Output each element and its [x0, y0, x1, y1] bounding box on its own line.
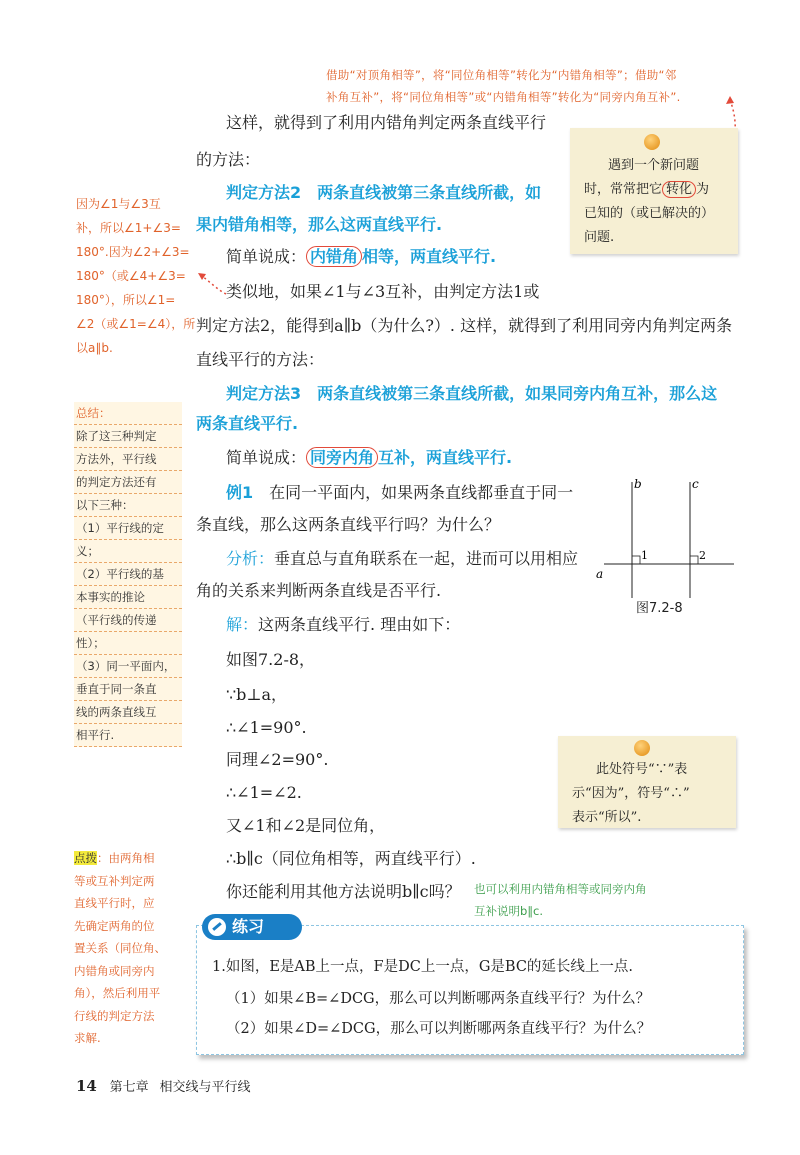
margin1-line: 180°），所以∠1=	[76, 293, 176, 307]
summary-line: （1）平行线的定	[74, 517, 182, 540]
margin1-line: 180°（或∠4+∠3=	[76, 269, 186, 283]
exercise-q1-a: （1）如果∠B=∠DCG，那么可以判断哪两条直线平行？为什么？	[226, 991, 651, 1007]
summary-line: （3）同一平面内，	[74, 655, 182, 678]
example-line-1	[226, 483, 573, 503]
sticky1-circled-word: 转化	[662, 181, 696, 198]
exercise-q1-b: （2）如果∠D=∠DCG，那么可以判断哪两条直线平行？为什么？	[226, 1021, 652, 1037]
analysis-line-1	[226, 549, 578, 569]
label-angle-2: 2	[699, 549, 706, 562]
green-note-line-1: 也可以利用内错角相等或同旁内角	[474, 882, 647, 896]
right-angle-mark-1	[632, 556, 640, 564]
para1-line-3: 直线平行的方法：	[196, 350, 325, 369]
summary-line: 垂直于同一条直	[74, 678, 182, 701]
margin1-line: ∠2（或∠1=∠4），所	[76, 317, 196, 331]
label-angle-1: 1	[641, 549, 648, 562]
tip-first-line	[74, 847, 182, 870]
tip-line: 求解.	[74, 1031, 101, 1045]
solution-step: ∴∠1=∠2.	[226, 783, 302, 802]
summary-line: 相平行.	[74, 724, 182, 747]
label-b: b	[634, 477, 642, 491]
analysis-line-2: 角的关系来判断两条直线是否平行.	[196, 581, 442, 600]
sticky-note-symbols	[558, 736, 736, 828]
method3-line-2: 两条直线平行.	[196, 414, 299, 433]
intro-line-2: 的方法：	[196, 150, 261, 169]
summary-line: 的判定方法还有	[74, 471, 182, 494]
sticky1-line-2-a: 时，常常把它	[584, 182, 663, 197]
solution-step: 如图7.2-8，	[226, 650, 316, 669]
chapter-label: 第七章	[109, 1080, 149, 1095]
margin-note-proof	[76, 192, 196, 360]
summary-line: 义；	[74, 540, 182, 563]
tip-note	[74, 847, 182, 1050]
simple3-prefix: 简单说成：	[226, 448, 307, 467]
summary-line: 总结：	[74, 402, 182, 425]
para1-line-2: 判定方法2，能得到a∥b（为什么?）. 这样，就得到了利用同旁内角判定两条	[196, 316, 733, 335]
summary-line: （2）平行线的基	[74, 563, 182, 586]
tip-line: 置关系（同位角、	[74, 941, 166, 955]
tip-line: 角），然后利用平	[74, 986, 161, 1000]
sticky2-line-3: 表示“所以”.	[572, 810, 642, 825]
method2-line-1: 判定方法2 两条直线被第三条直线所截，如	[226, 183, 542, 202]
green-note-line-2: 互补说明b∥c.	[474, 904, 544, 918]
simple2-rest: 相等，两直线平行.	[362, 247, 497, 266]
pencil-icon	[208, 918, 226, 936]
summary-box	[74, 402, 182, 747]
followup-question: 你还能利用其他方法说明b∥c吗？	[226, 882, 461, 901]
tip-line: 先确定两角的位	[74, 918, 155, 933]
pin-icon	[634, 740, 650, 756]
sticky2-line-2: 示“因为”，符号“∴”	[572, 786, 690, 801]
pin-icon	[644, 134, 660, 150]
intro-line-1: 这样，就得到了利用内错角判定两条直线平行	[226, 113, 547, 132]
exercise-q1: 1.如图，E是AB上一点，F是DC上一点，G是BC的延长线上一点.	[212, 959, 634, 975]
label-c: c	[692, 477, 699, 491]
page-footer	[76, 1076, 250, 1095]
solution-head-text: 这两条直线平行. 理由如下：	[258, 615, 461, 634]
summary-line: （平行线的传递	[74, 609, 182, 632]
sticky1-line-4: 问题.	[584, 230, 615, 245]
solution-head	[226, 615, 460, 635]
analysis-text-1: 垂直总与直角联系在一起，进而可以用相应	[274, 549, 579, 568]
right-angle-mark-2	[690, 556, 698, 564]
summary-line: 线的两条直线互	[74, 701, 182, 724]
method3-line-1: 判定方法3 两条直线被第三条直线所截，如果同旁内角互补，那么这	[226, 384, 718, 403]
tip-line: 行线的判定方法	[74, 1008, 155, 1023]
tip-line: 等或互补判定两	[74, 873, 155, 888]
simple2-circled: 内错角	[306, 246, 362, 267]
solution-step: 又∠1和∠2是同位角，	[226, 816, 386, 835]
simple-statement-3	[226, 448, 512, 468]
simple3-rest: 互补，两直线平行.	[378, 448, 513, 467]
page-number: 14	[76, 1077, 97, 1095]
summary-line: 本事实的推论	[74, 586, 182, 609]
para1-line-1: 类似地，如果∠1与∠3互补，由判定方法1或	[226, 282, 540, 301]
tip-first-text: ：由两角相	[97, 851, 155, 865]
sticky1-line-2-b: 为	[696, 182, 710, 197]
example-line-2: 条直线，那么这两条直线平行吗？为什么？	[196, 515, 501, 534]
solution-step: ∴∠1=90°.	[226, 718, 307, 737]
label-a: a	[596, 567, 604, 581]
solution-label: 解：	[226, 615, 259, 634]
solution-step: 同理∠2=90°.	[226, 750, 329, 769]
tip-label: 点拨	[74, 851, 97, 865]
chapter-title: 相交线与平行线	[159, 1080, 251, 1095]
tip-line: 直线平行时，应	[74, 896, 155, 910]
simple3-circled: 同旁内角	[306, 447, 378, 468]
top-note-line-1: 借助“对顶角相等”，将“同位角相等”转化为“内错角相等”；借助“邻	[326, 68, 677, 82]
exercise-badge-label: 练习	[232, 917, 265, 936]
tip-line: 内错角或同旁内	[74, 963, 155, 978]
sticky1-line-1: 遇到一个新问题	[608, 158, 700, 173]
simple2-prefix: 简单说成：	[226, 247, 307, 266]
sticky2-line-1: 此处符号“∵”表	[596, 762, 688, 777]
green-margin-note	[474, 878, 744, 922]
sticky1-line-2	[584, 178, 709, 197]
sticky-note-transform	[570, 128, 738, 254]
solution-step: ∴b∥c（同位角相等，两直线平行）.	[226, 849, 476, 868]
example-label: 例1	[226, 483, 254, 502]
exercise-badge	[202, 914, 302, 940]
analysis-label: 分析：	[226, 549, 275, 568]
figure-caption: 图7.2-8	[636, 601, 683, 616]
summary-line: 性）；	[74, 632, 182, 655]
summary-line: 方法外，平行线	[74, 448, 182, 471]
solution-step: ∵b⊥a，	[226, 685, 288, 704]
summary-line: 除了这三种判定	[74, 425, 182, 448]
sticky1-line-3: 已知的（或已解决的）	[584, 206, 715, 221]
margin1-line: 180°.因为∠2+∠3=	[76, 245, 190, 259]
top-note-line-2: 补角互补”，将“同位角相等”或“内错角相等”转化为“同旁内角互补”.	[326, 90, 681, 104]
dotted-arrow-icon	[196, 268, 230, 298]
figure-perpendicular-lines	[594, 474, 744, 614]
margin1-line: 因为∠1与∠3互	[76, 197, 161, 211]
method2-line-2: 果内错角相等，那么这两直线平行.	[196, 215, 443, 234]
example-text-1: 在同一平面内，如果两条直线都垂直于同一	[269, 483, 574, 502]
summary-line: 以下三种：	[74, 494, 182, 517]
margin1-line: 以a∥b.	[76, 341, 113, 355]
simple-statement-2	[226, 247, 496, 267]
margin1-line: 补，所以∠1+∠3=	[76, 221, 181, 235]
